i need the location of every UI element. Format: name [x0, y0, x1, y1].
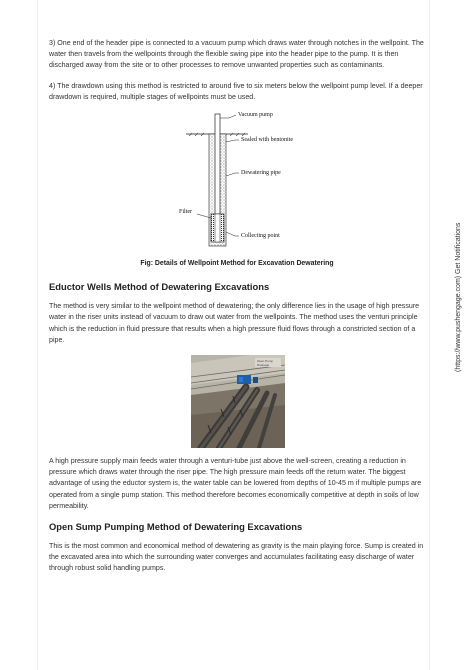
paragraph-step-3: 3) One end of the header pipe is connected to a vacuum pump which draws water through notches in the wellpoint. The water then travels from the wellpoints through the flexible swing pipe into the header pipe to the pump. It is then discharged away from the site or to other processes to remove unwanted properties such as contaminants.: [49, 39, 424, 70]
photo-sign-text: Open Pump: [257, 359, 274, 364]
label-collecting-point: Collecting point: [241, 233, 280, 240]
right-frame-line: [429, 0, 430, 670]
wellpoint-diagram-svg: [49, 112, 425, 254]
paragraph-eductor-details: A high pressure supply main feeds water through a venturi-tube just above the well-screen, creating a reduction in pressure which draws water through the riser pipe. The high pressure main feeds off the return water. The biggest advantage of using the eductor system is, the water table can be lowered from depths of 10-45 m if multiple pumps are operated from a single pump station. This method therefore becomes economically competitive at depth in soils of low permeability.: [49, 457, 422, 510]
get-notifications-link[interactable]: (https://www.pushengage.com) Get Notifications: [455, 222, 462, 372]
figure-caption: Fig: Details of Wellpoint Method for Excavation Dewatering: [140, 260, 334, 268]
eductor-photo-container: [49, 355, 425, 451]
paragraph-open-sump: This is the most common and economical method of dewatering as gravity is the main playing force. Sump is created in the excavated area into which the surrounding water converges and accumulates facilitating easy discharge of water through robust solid handling pumps.: [49, 542, 424, 573]
label-dewatering-pipe: Dewatering pipe: [241, 170, 281, 177]
label-filter: Filter: [179, 209, 192, 216]
left-frame-line: [37, 0, 38, 670]
paragraph-step-4: 4) The drawdown using this method is restricted to around five to six meters below the wellpoint pump level. If a deeper drawdown is required, multiple stages of wellpoints must be used.: [49, 81, 423, 101]
photo-sign-text: Drainage: [257, 363, 270, 368]
label-vacuum-pump: Vacuum pump: [238, 112, 273, 119]
heading-eductor-wells: Eductor Wells Method of Dewatering Excavations: [49, 281, 270, 293]
eductor-site-photo: [191, 355, 285, 448]
article-body: [49, 38, 425, 584]
heading-open-sump: Open Sump Pumping Method of Dewatering Excavations: [49, 521, 303, 533]
wellpoint-diagram: [49, 112, 425, 254]
paragraph-eductor-intro: The method is very similar to the wellpoint method of dewatering; the only difference lies in the usage of high pressure water in the riser units instead of vacuum to draw out water from the wellpoints. The method uses the venturi principle which is the reduction in fluid pressure that results when a high pressure fluid flows through a constricted section of a pipe.: [49, 302, 420, 344]
label-sealed-bentonite: Sealed with bentonite: [241, 137, 293, 144]
eductor-photo-svg: [191, 355, 285, 448]
